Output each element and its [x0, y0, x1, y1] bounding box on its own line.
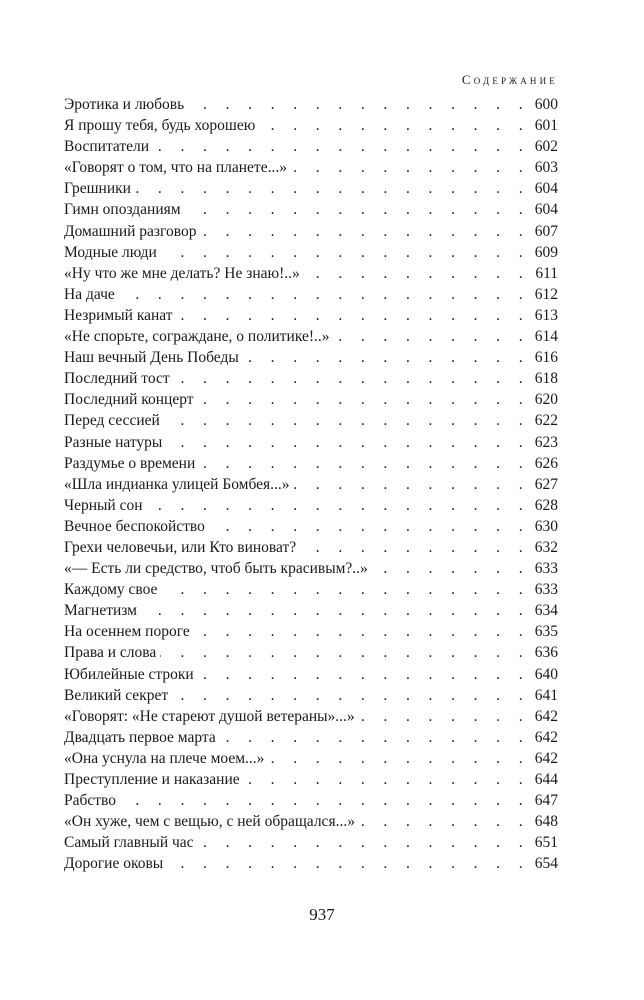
toc-entry-title: «Говорят: «Не стареют душой ветераны»...»: [64, 707, 355, 725]
toc-entry-page: 642: [534, 728, 558, 746]
toc-entry-title: Преступление и наказание: [64, 771, 240, 788]
toc-entry-title: На даче: [64, 285, 115, 303]
toc-entry-title: Грехи человечьи, или Кто виноват?: [64, 538, 297, 556]
toc-leader-dots: [334, 328, 532, 346]
toc-entry-title: На осеннем пороге: [64, 623, 190, 641]
toc-entry-page: 614: [534, 328, 558, 346]
toc-entry-page: 627: [534, 475, 558, 493]
toc-entry-page: 609: [534, 243, 558, 261]
toc-entry: [64, 539, 558, 560]
toc-entry-title: «Она уснула на плече моем...»: [64, 749, 265, 767]
toc-entry-title: «Ну что же мне делать? Не знаю!..»: [64, 264, 300, 282]
toc-entry-title: «Он хуже, чем с вещью, с ней обращался...»: [64, 813, 355, 831]
toc-leader-dots: [185, 201, 532, 219]
toc-entry: [64, 434, 558, 455]
toc-leader-dots: [244, 771, 532, 789]
toc-entry-title: Двадцать первое марта: [64, 728, 216, 746]
toc-entry-page: 641: [534, 686, 558, 704]
toc-entry-page: 623: [534, 433, 558, 451]
toc-entry: [64, 138, 558, 159]
toc-entry-title: Раздумье о времени: [64, 454, 196, 472]
toc-entry: [64, 286, 558, 307]
toc-entry: [64, 328, 558, 349]
toc-entry-page: 611: [535, 264, 558, 282]
toc-leader-dots: [201, 223, 533, 241]
toc-entry-page: 642: [534, 707, 558, 725]
toc-leader-dots: [291, 159, 532, 177]
toc-entry-title: Магнетизм: [64, 602, 137, 620]
toc-entry: [64, 159, 558, 180]
toc-entry: [64, 834, 558, 855]
toc-leader-dots: [161, 581, 532, 599]
toc-entry-page: 634: [534, 602, 558, 620]
toc-entry-title: Наш вечный День Победы: [64, 349, 239, 367]
toc-entry-page: 613: [534, 306, 558, 324]
toc-entry: [64, 750, 558, 771]
toc-entry-page: 648: [534, 813, 558, 831]
toc-entry-title: Модные люди: [64, 243, 157, 261]
toc-entry-title: Каждому свое: [64, 581, 158, 599]
toc-entry-page: 604: [534, 180, 558, 198]
toc-entry-title: Права и слова: [64, 644, 157, 662]
toc-leader-dots: [166, 434, 532, 452]
toc-entry-page: 644: [534, 771, 558, 788]
toc-leader-dots: [304, 265, 532, 283]
toc-entry: [64, 729, 558, 750]
toc-entry-title: «— Есть ли средство, чтоб быть красивым?..»: [64, 560, 368, 578]
toc-entry: [64, 813, 558, 834]
toc-entry-title: Гимн опозданиям: [64, 201, 181, 219]
toc-entry-page: 635: [534, 623, 558, 641]
toc-entry-page: 630: [534, 517, 558, 535]
toc-entry: [64, 223, 558, 244]
toc-entry: [64, 476, 558, 497]
toc-leader-dots: [359, 813, 532, 831]
toc-entry: [64, 391, 558, 412]
toc-entry: [64, 201, 558, 222]
toc-entry: [64, 96, 558, 117]
toc-entry: [64, 771, 558, 792]
toc-entry: [64, 708, 558, 729]
toc-leader-dots: [259, 117, 532, 135]
toc-entry-title: Воспитатели: [64, 138, 150, 156]
toc-entry-page: 636: [534, 644, 558, 662]
toc-leader-dots: [135, 180, 532, 198]
toc-leader-dots: [220, 729, 532, 747]
toc-entry-title: Последний тост: [64, 370, 170, 388]
toc-entry: [64, 117, 558, 138]
toc-leader-dots: [209, 518, 532, 536]
toc-leader-dots: [359, 708, 532, 726]
toc-entry: [64, 602, 558, 623]
toc-entry: [64, 370, 558, 391]
toc-entry-title: «Шла индианка улицей Бомбея...»: [64, 475, 290, 493]
toc-entry-page: 616: [534, 349, 558, 367]
toc-entry-page: 633: [534, 581, 558, 599]
toc-entry: [64, 307, 558, 328]
toc-leader-dots: [174, 370, 532, 388]
toc-entry-page: 628: [534, 496, 558, 514]
toc-leader-dots: [198, 834, 532, 852]
toc-entry-page: 622: [534, 412, 558, 430]
toc-entry-page: 604: [534, 201, 558, 219]
toc-entry-title: Разные натуры: [64, 433, 163, 451]
toc-entry-page: 603: [534, 159, 558, 177]
toc-entry-title: Рабство: [64, 792, 117, 810]
toc-leader-dots: [199, 455, 532, 473]
toc-entry: [64, 792, 558, 813]
toc-leader-dots: [294, 476, 532, 494]
toc-entry-page: 654: [534, 855, 558, 873]
toc-leader-dots: [372, 560, 532, 578]
toc-leader-dots: [119, 286, 532, 304]
toc-entry: [64, 687, 558, 708]
toc-entry-page: 600: [534, 96, 558, 113]
toc-leader-dots: [268, 750, 532, 768]
toc-entry: [64, 265, 558, 286]
toc-entry-title: Незримый канат: [64, 306, 173, 324]
toc-entry-page: 601: [534, 117, 558, 135]
toc-entry-title: Эротика и любовь: [64, 96, 185, 113]
toc-entry: [64, 581, 558, 602]
toc-leader-dots: [141, 602, 532, 620]
toc-entry-page: 651: [534, 834, 558, 852]
toc-entry-title: Грешники: [64, 180, 131, 198]
toc-entry-title: Великий секрет: [64, 686, 169, 704]
toc-entry-title: Дорогие оковы: [64, 855, 164, 873]
toc-entry-page: 633: [534, 560, 558, 578]
toc-entry-title: «Говорят о том, что на планете...»: [64, 159, 287, 177]
toc-entry-page: 642: [534, 749, 558, 767]
toc-leader-dots: [120, 792, 532, 810]
toc-entry: [64, 518, 558, 539]
toc-entry-title: Перед сессией: [64, 412, 160, 430]
toc-entry: [64, 349, 558, 370]
toc-entry: [64, 666, 558, 687]
toc-leader-dots: [188, 96, 532, 114]
toc-leader-dots: [164, 412, 532, 430]
toc-entry-title: Последний концерт: [64, 391, 194, 409]
toc-entry-title: «Не спорьте, сограждане, о политике!..»: [64, 328, 330, 346]
toc-entry-page: 618: [534, 370, 558, 388]
toc-entry: [64, 644, 558, 665]
toc-leader-dots: [167, 855, 532, 873]
toc-entry-page: 620: [534, 391, 558, 409]
toc-entry-page: 612: [534, 285, 558, 303]
table-of-contents: [64, 96, 558, 876]
toc-entry-page: 647: [534, 792, 558, 810]
toc-leader-dots: [160, 644, 532, 662]
toc-entry: [64, 623, 558, 644]
toc-entry: [64, 180, 558, 201]
toc-leader-dots: [300, 539, 532, 557]
toc-entry-page: 632: [534, 538, 558, 556]
toc-leader-dots: [198, 391, 532, 409]
toc-entry-page: 602: [534, 138, 558, 156]
toc-entry: [64, 455, 558, 476]
toc-leader-dots: [243, 349, 532, 367]
toc-leader-dots: [172, 687, 532, 705]
toc-entry-page: 626: [534, 454, 558, 472]
toc-entry: [64, 855, 558, 876]
toc-entry-title: Юбилейные строки: [64, 665, 194, 683]
toc-entry-title: Черный сон: [64, 496, 143, 514]
toc-leader-dots: [153, 138, 532, 156]
running-header: Содержание: [461, 72, 558, 87]
toc-entry: [64, 412, 558, 433]
toc-entry: [64, 560, 558, 581]
toc-entry-title: Вечное беспокойство: [64, 517, 205, 535]
toc-leader-dots: [194, 623, 532, 641]
toc-leader-dots: [177, 307, 532, 325]
toc-entry: [64, 244, 558, 265]
toc-entry-title: Я прошу тебя, будь хорошею: [64, 117, 256, 135]
toc-entry: [64, 497, 558, 518]
toc-entry-title: Домашний разговор: [64, 222, 197, 240]
toc-leader-dots: [147, 497, 532, 515]
toc-entry-page: 607: [534, 222, 558, 240]
toc-leader-dots: [161, 244, 532, 262]
toc-entry-page: 640: [534, 665, 558, 683]
toc-leader-dots: [198, 666, 532, 684]
toc-entry-title: Самый главный час: [64, 834, 194, 852]
page-number: 937: [309, 905, 335, 924]
